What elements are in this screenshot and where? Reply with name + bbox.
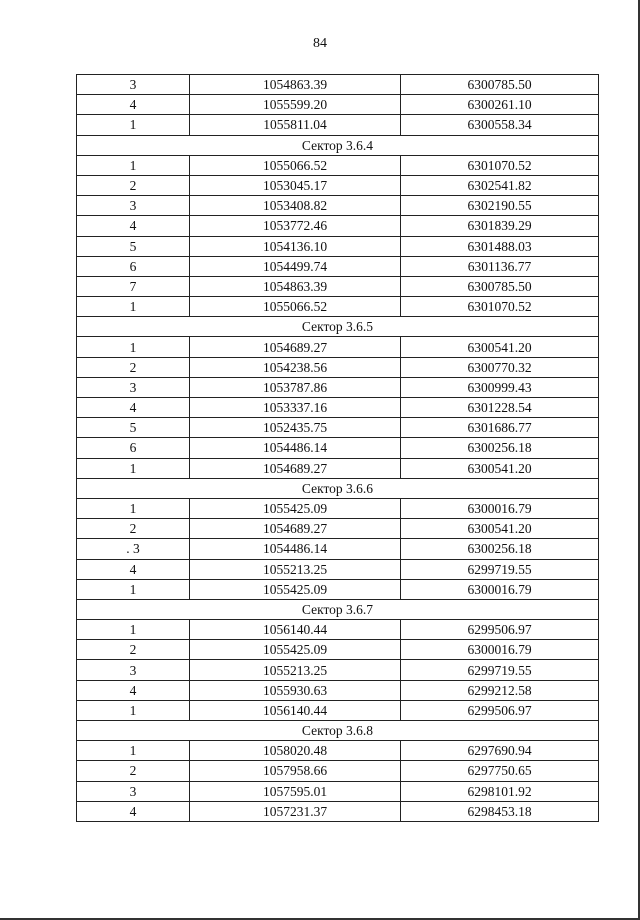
- y-coordinate-cell: 6298101.92: [401, 781, 599, 801]
- table-row: [77, 620, 599, 640]
- table-row: [77, 640, 599, 660]
- table-row: [77, 660, 599, 680]
- table-row: [77, 519, 599, 539]
- table-row: [77, 276, 599, 296]
- coordinate-table: [76, 74, 599, 822]
- y-coordinate-cell: 6302190.55: [401, 196, 599, 216]
- point-number-cell: 1: [77, 579, 190, 599]
- x-coordinate-cell: 1054689.27: [190, 337, 401, 357]
- point-number-cell: 3: [77, 781, 190, 801]
- x-coordinate-cell: 1055811.04: [190, 115, 401, 135]
- table-row: [77, 155, 599, 175]
- y-coordinate-cell: 6302541.82: [401, 175, 599, 195]
- y-coordinate-cell: 6297750.65: [401, 761, 599, 781]
- x-coordinate-cell: 1053045.17: [190, 175, 401, 195]
- y-coordinate-cell: 6299719.55: [401, 660, 599, 680]
- x-coordinate-cell: 1056140.44: [190, 700, 401, 720]
- x-coordinate-cell: 1056140.44: [190, 620, 401, 640]
- point-number-cell: 1: [77, 155, 190, 175]
- y-coordinate-cell: 6300785.50: [401, 75, 599, 95]
- y-coordinate-cell: 6301686.77: [401, 418, 599, 438]
- table-row: [77, 498, 599, 518]
- x-coordinate-cell: 1057595.01: [190, 781, 401, 801]
- y-coordinate-cell: 6298453.18: [401, 801, 599, 821]
- table-row: [77, 741, 599, 761]
- point-number-cell: 2: [77, 761, 190, 781]
- y-coordinate-cell: 6300256.18: [401, 438, 599, 458]
- point-number-cell: 3: [77, 196, 190, 216]
- x-coordinate-cell: 1055066.52: [190, 297, 401, 317]
- table-row: [77, 458, 599, 478]
- y-coordinate-cell: 6300558.34: [401, 115, 599, 135]
- x-coordinate-cell: 1054689.27: [190, 458, 401, 478]
- point-number-cell: 4: [77, 216, 190, 236]
- y-coordinate-cell: 6300770.32: [401, 357, 599, 377]
- table-row: [77, 337, 599, 357]
- x-coordinate-cell: 1055425.09: [190, 640, 401, 660]
- x-coordinate-cell: 1054486.14: [190, 438, 401, 458]
- x-coordinate-cell: 1057958.66: [190, 761, 401, 781]
- table-row: [77, 175, 599, 195]
- table-row: [77, 236, 599, 256]
- x-coordinate-cell: 1054863.39: [190, 75, 401, 95]
- table-row: [77, 700, 599, 720]
- table-row: [77, 196, 599, 216]
- table-row: [77, 297, 599, 317]
- x-coordinate-cell: 1054689.27: [190, 519, 401, 539]
- section-header-row: [77, 317, 599, 337]
- point-number-cell: 6: [77, 256, 190, 276]
- section-header-row: [77, 478, 599, 498]
- section-header-row: [77, 721, 599, 741]
- y-coordinate-cell: 6301488.03: [401, 236, 599, 256]
- x-coordinate-cell: 1058020.48: [190, 741, 401, 761]
- x-coordinate-cell: 1055599.20: [190, 95, 401, 115]
- x-coordinate-cell: 1055213.25: [190, 660, 401, 680]
- x-coordinate-cell: 1054486.14: [190, 539, 401, 559]
- point-number-cell: 7: [77, 276, 190, 296]
- point-number-cell: 3: [77, 377, 190, 397]
- point-number-cell: 3: [77, 660, 190, 680]
- point-number-cell: 1: [77, 458, 190, 478]
- point-number-cell: 1: [77, 115, 190, 135]
- y-coordinate-cell: 6301070.52: [401, 155, 599, 175]
- point-number-cell: 5: [77, 418, 190, 438]
- table-row: [77, 256, 599, 276]
- section-title: Сектор 3.6.7: [77, 599, 599, 619]
- x-coordinate-cell: 1055425.09: [190, 579, 401, 599]
- point-number-cell: 1: [77, 620, 190, 640]
- point-number-cell: 1: [77, 297, 190, 317]
- x-coordinate-cell: 1053787.86: [190, 377, 401, 397]
- y-coordinate-cell: 6300541.20: [401, 337, 599, 357]
- point-number-cell: 4: [77, 398, 190, 418]
- table-row: [77, 680, 599, 700]
- point-number-cell: 2: [77, 175, 190, 195]
- point-number-cell: 6: [77, 438, 190, 458]
- y-coordinate-cell: 6300016.79: [401, 579, 599, 599]
- section-title: Сектор 3.6.6: [77, 478, 599, 498]
- x-coordinate-cell: 1054863.39: [190, 276, 401, 296]
- x-coordinate-cell: 1054238.56: [190, 357, 401, 377]
- table-row: [77, 216, 599, 236]
- point-number-cell: 4: [77, 801, 190, 821]
- x-coordinate-cell: 1053408.82: [190, 196, 401, 216]
- point-number-cell: 4: [77, 680, 190, 700]
- table-row: [77, 559, 599, 579]
- y-coordinate-cell: 6300256.18: [401, 539, 599, 559]
- x-coordinate-cell: 1054499.74: [190, 256, 401, 276]
- table-row: [77, 115, 599, 135]
- point-number-cell: 4: [77, 559, 190, 579]
- point-number-cell: 1: [77, 337, 190, 357]
- point-number-cell: 1: [77, 700, 190, 720]
- point-number-cell: 5: [77, 236, 190, 256]
- section-title: Сектор 3.6.8: [77, 721, 599, 741]
- y-coordinate-cell: 6300016.79: [401, 498, 599, 518]
- x-coordinate-cell: 1052435.75: [190, 418, 401, 438]
- y-coordinate-cell: 6297690.94: [401, 741, 599, 761]
- y-coordinate-cell: 6299212.58: [401, 680, 599, 700]
- y-coordinate-cell: 6301228.54: [401, 398, 599, 418]
- x-coordinate-cell: 1055213.25: [190, 559, 401, 579]
- table-row: [77, 761, 599, 781]
- table-row: [77, 539, 599, 559]
- point-number-cell: 1: [77, 741, 190, 761]
- point-number-cell: 1: [77, 498, 190, 518]
- table-row: [77, 377, 599, 397]
- point-number-cell: . 3: [77, 539, 190, 559]
- x-coordinate-cell: 1053337.16: [190, 398, 401, 418]
- section-header-row: [77, 599, 599, 619]
- y-coordinate-cell: 6301070.52: [401, 297, 599, 317]
- y-coordinate-cell: 6300261.10: [401, 95, 599, 115]
- table-row: [77, 95, 599, 115]
- section-title: Сектор 3.6.5: [77, 317, 599, 337]
- point-number-cell: 2: [77, 519, 190, 539]
- x-coordinate-cell: 1055930.63: [190, 680, 401, 700]
- point-number-cell: 2: [77, 640, 190, 660]
- y-coordinate-cell: 6301136.77: [401, 256, 599, 276]
- point-number-cell: 2: [77, 357, 190, 377]
- x-coordinate-cell: 1053772.46: [190, 216, 401, 236]
- y-coordinate-cell: 6299506.97: [401, 700, 599, 720]
- table-row: [77, 75, 599, 95]
- x-coordinate-cell: 1055066.52: [190, 155, 401, 175]
- y-coordinate-cell: 6300999.43: [401, 377, 599, 397]
- section-title: Сектор 3.6.4: [77, 135, 599, 155]
- coordinate-table-body: [77, 75, 599, 822]
- table-row: [77, 418, 599, 438]
- x-coordinate-cell: 1055425.09: [190, 498, 401, 518]
- y-coordinate-cell: 6300541.20: [401, 519, 599, 539]
- x-coordinate-cell: 1057231.37: [190, 801, 401, 821]
- point-number-cell: 3: [77, 75, 190, 95]
- y-coordinate-cell: 6300785.50: [401, 276, 599, 296]
- page-number: 84: [313, 36, 327, 51]
- y-coordinate-cell: 6300016.79: [401, 640, 599, 660]
- y-coordinate-cell: 6299506.97: [401, 620, 599, 640]
- y-coordinate-cell: 6301839.29: [401, 216, 599, 236]
- table-row: [77, 781, 599, 801]
- table-row: [77, 398, 599, 418]
- table-row: [77, 438, 599, 458]
- point-number-cell: 4: [77, 95, 190, 115]
- section-header-row: [77, 135, 599, 155]
- y-coordinate-cell: 6300541.20: [401, 458, 599, 478]
- table-row: [77, 357, 599, 377]
- x-coordinate-cell: 1054136.10: [190, 236, 401, 256]
- y-coordinate-cell: 6299719.55: [401, 559, 599, 579]
- table-row: [77, 801, 599, 821]
- table-row: [77, 579, 599, 599]
